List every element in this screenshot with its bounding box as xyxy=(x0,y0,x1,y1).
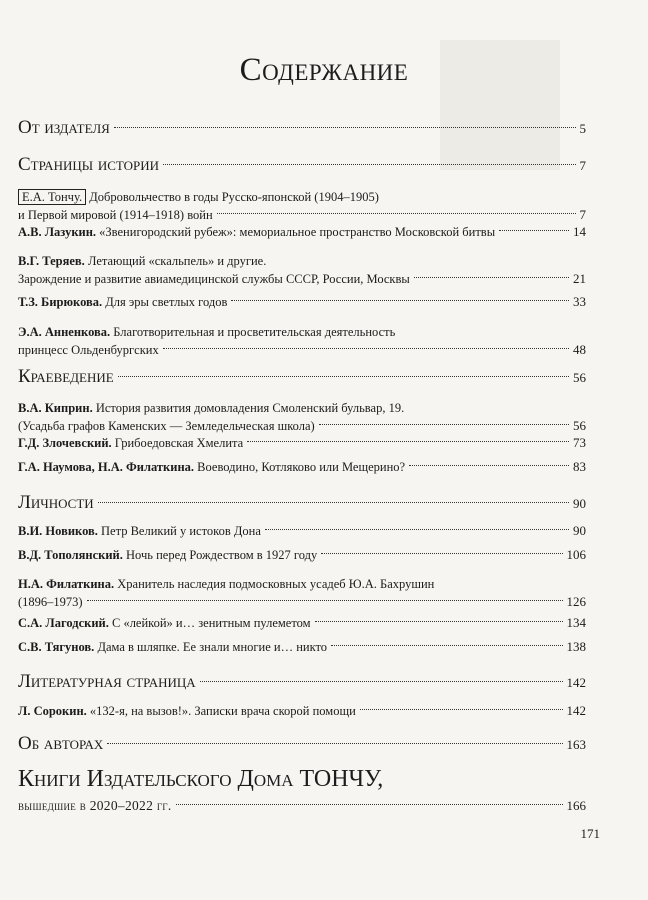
leader-dots xyxy=(87,600,563,601)
leader-dots xyxy=(118,376,569,377)
entry-page: 73 xyxy=(573,435,586,450)
entry-page: 7 xyxy=(579,207,586,222)
leader-dots xyxy=(360,709,563,710)
entry-page: 126 xyxy=(566,594,586,609)
section-title: Литературная страница xyxy=(18,671,196,692)
leader-dots xyxy=(200,681,563,682)
entry-title: Летающий «скальпель» и другие. xyxy=(84,254,267,268)
toc-section[interactable] xyxy=(18,365,586,390)
entry-title: Дама в шляпке. Ее знали многие и… никто xyxy=(94,640,328,654)
entry-page: 90 xyxy=(573,523,586,538)
toc-entry[interactable] xyxy=(18,702,586,720)
entry-title: Добровольчество в годы Русско-японской (1904–1905) xyxy=(86,190,379,204)
books-page: 166 xyxy=(566,798,586,813)
entry-author: Т.З. Бирюкова. xyxy=(18,295,103,309)
toc-entry[interactable] xyxy=(18,614,586,632)
entry-author: Е.А. Тончу. xyxy=(18,189,86,205)
toc-entry[interactable] xyxy=(18,323,586,359)
toc-entry[interactable] xyxy=(18,575,586,611)
entry-title-cont: (1896–1973) xyxy=(18,595,83,609)
toc-entry[interactable] xyxy=(18,522,586,540)
leader-dots xyxy=(114,127,576,128)
page-title: Содержание xyxy=(239,52,409,88)
entry-title: Грибоедовская Хмелита xyxy=(111,436,244,450)
toc-entry[interactable] xyxy=(18,188,586,224)
toc-entry[interactable] xyxy=(18,252,586,288)
entry-title-cont: и Первой мировой (1914–1918) войн xyxy=(18,208,213,222)
toc-entry[interactable] xyxy=(18,293,586,311)
entry-title: История развития домовладения Смоленский бульвар, 19. xyxy=(92,401,405,415)
leader-dots xyxy=(176,804,563,805)
entry-title: «132-я, на вызов!». Записки врача скорой помощи xyxy=(86,704,356,718)
leader-dots xyxy=(247,441,569,442)
leader-dots xyxy=(321,553,562,554)
entry-author: Г.А. Наумова, Н.А. Филаткина. xyxy=(18,460,195,474)
entry-page: 48 xyxy=(573,342,586,357)
entry-author: Н.А. Филаткина. xyxy=(18,577,115,591)
entry-title: Хранитель наследия подмосковных усадеб Ю.А. Бахрушин xyxy=(114,577,435,591)
entry-page: 142 xyxy=(566,703,586,718)
entry-title: Ночь перед Рождеством в 1927 году xyxy=(122,548,318,562)
section-page: 56 xyxy=(573,370,586,385)
entry-page: 138 xyxy=(566,639,586,654)
section-page: 90 xyxy=(573,496,586,511)
toc-section[interactable] xyxy=(18,491,586,516)
leader-dots xyxy=(319,424,569,425)
toc-entry[interactable] xyxy=(18,399,586,435)
entry-page: 134 xyxy=(566,615,586,630)
leader-dots xyxy=(163,164,575,165)
books-subtitle: вышедшие в 2020–2022 гг. xyxy=(18,798,172,813)
entry-author: В.И. Новиков. xyxy=(18,524,98,538)
toc-books-entry[interactable] xyxy=(18,764,586,816)
toc-entry[interactable] xyxy=(18,434,586,452)
leader-dots xyxy=(315,621,563,622)
entry-author: С.А. Лагодский. xyxy=(18,616,109,630)
leader-dots xyxy=(265,529,569,530)
section-page: 7 xyxy=(579,158,586,173)
leader-dots xyxy=(163,348,569,349)
entry-title: Петр Великий у истоков Дона xyxy=(97,524,261,538)
leader-dots xyxy=(409,465,569,466)
section-page: 142 xyxy=(566,675,586,690)
toc-entry[interactable] xyxy=(18,546,586,564)
toc-section[interactable] xyxy=(18,116,586,141)
section-title: От издателя xyxy=(18,117,110,138)
leader-dots xyxy=(331,645,562,646)
entry-author: В.А. Киприн. xyxy=(18,401,93,415)
entry-page: 106 xyxy=(566,547,586,562)
section-title: Личности xyxy=(18,492,94,513)
entry-page: 83 xyxy=(573,459,586,474)
books-title: Книги Издательского Дома ТОНЧУ, xyxy=(18,766,384,792)
entry-title: «Звенигородский рубеж»: мемориальное пространство Московской битвы xyxy=(96,225,496,239)
entry-author: Л. Сорокин. xyxy=(18,704,87,718)
leader-dots xyxy=(414,277,569,278)
section-title: Об авторах xyxy=(18,733,104,754)
entry-page: 56 xyxy=(573,418,586,433)
entry-author: В.Д. Тополянский. xyxy=(18,548,123,562)
leader-dots xyxy=(98,502,569,503)
entry-author: А.В. Лазукин. xyxy=(18,225,97,239)
entry-page: 14 xyxy=(573,224,586,239)
entry-title: Воеводино, Котляково или Мещерино? xyxy=(194,460,406,474)
entry-title: С «лейкой» и… зенитным пулеметом xyxy=(108,616,311,630)
entry-title-cont: Зарождение и развитие авиамедицинской службы СССР, России, Москвы xyxy=(18,272,410,286)
toc-section[interactable] xyxy=(18,732,586,757)
entry-title-cont: (Усадьба графов Каменских — Земледельческая школа) xyxy=(18,419,315,433)
entry-page: 33 xyxy=(573,294,586,309)
entry-title: Для эры светлых годов xyxy=(102,295,228,309)
entry-title: Благотворительная и просветительская деятельность xyxy=(110,325,396,339)
leader-dots xyxy=(217,213,576,214)
toc-section[interactable] xyxy=(18,153,586,178)
leader-dots xyxy=(107,743,562,744)
entry-author: Э.А. Анненкова. xyxy=(18,325,111,339)
section-page: 163 xyxy=(566,737,586,752)
entry-author: В.Г. Теряев. xyxy=(18,254,85,268)
toc-section[interactable] xyxy=(18,670,586,695)
entry-author: Г.Д. Злочевский. xyxy=(18,436,112,450)
entry-author: С.В. Тягунов. xyxy=(18,640,95,654)
section-page: 5 xyxy=(579,121,586,136)
section-title: Страницы истории xyxy=(18,154,160,175)
entry-page: 21 xyxy=(573,271,586,286)
leader-dots xyxy=(231,300,569,301)
entry-title-cont: принцесс Ольденбургских xyxy=(18,343,159,357)
toc-entry[interactable] xyxy=(18,223,586,241)
section-title: Краеведение xyxy=(18,366,114,387)
page-number: 171 xyxy=(580,826,600,841)
toc-entry[interactable] xyxy=(18,638,586,656)
toc-entry[interactable] xyxy=(18,458,586,476)
leader-dots xyxy=(499,230,569,231)
